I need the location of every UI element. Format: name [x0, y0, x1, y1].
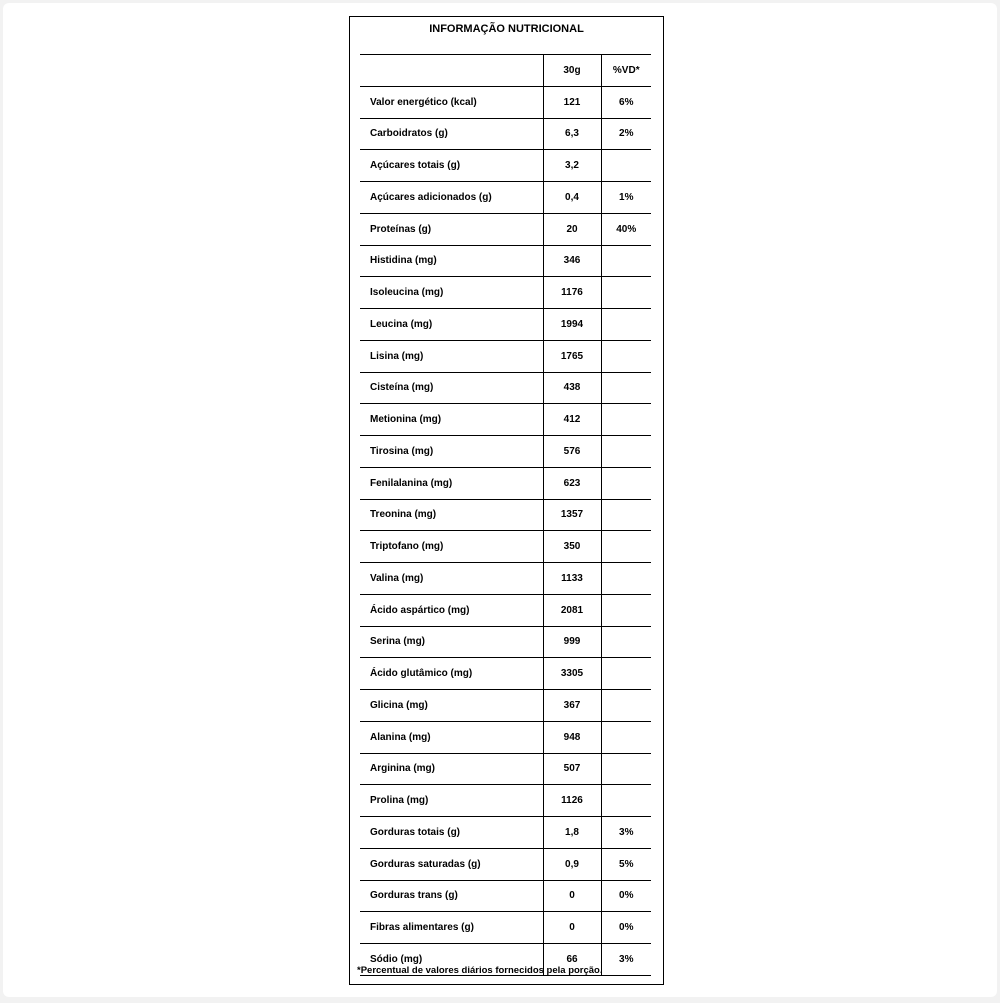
nutrient-name: Gorduras totais (g)	[360, 817, 543, 849]
nutrient-vd	[601, 690, 651, 722]
nutrient-name: Triptofano (mg)	[360, 531, 543, 563]
header-name	[360, 55, 543, 87]
table-row	[360, 372, 651, 404]
nutrient-vd: 6%	[601, 86, 651, 118]
nutrient-value: 66	[543, 944, 601, 976]
nutrient-vd	[601, 658, 651, 690]
table-row	[360, 690, 651, 722]
table-row	[360, 118, 651, 150]
header-vd: %VD*	[601, 55, 651, 87]
table-row	[360, 658, 651, 690]
nutrient-vd: 5%	[601, 848, 651, 880]
nutrient-value: 350	[543, 531, 601, 563]
nutrient-name: Fenilalanina (mg)	[360, 467, 543, 499]
nutrient-value: 0	[543, 880, 601, 912]
nutrient-vd	[601, 563, 651, 595]
nutrient-vd	[601, 436, 651, 468]
nutrient-name: Ácido glutâmico (mg)	[360, 658, 543, 690]
table-row	[360, 340, 651, 372]
nutrient-name: Leucina (mg)	[360, 309, 543, 341]
nutrient-vd	[601, 404, 651, 436]
nutrient-name: Valina (mg)	[360, 563, 543, 595]
table-row	[360, 213, 651, 245]
header-portion: 30g	[543, 55, 601, 87]
nutrient-value: 948	[543, 721, 601, 753]
nutrient-value: 1133	[543, 563, 601, 595]
nutrient-name: Sódio (mg)	[360, 944, 543, 976]
nutrient-vd	[601, 753, 651, 785]
nutrient-name: Isoleucina (mg)	[360, 277, 543, 309]
table-row	[360, 436, 651, 468]
nutrient-vd	[601, 372, 651, 404]
nutrient-value: 576	[543, 436, 601, 468]
table-row	[360, 785, 651, 817]
table-row	[360, 817, 651, 849]
nutrient-vd	[601, 531, 651, 563]
nutrient-vd: 1%	[601, 182, 651, 214]
nutrient-value: 412	[543, 404, 601, 436]
table-row	[360, 245, 651, 277]
nutrient-value: 346	[543, 245, 601, 277]
footnote: *Percentual de valores diários fornecidos pela porção.	[357, 965, 603, 976]
nutrient-vd: 0%	[601, 912, 651, 944]
table-row	[360, 594, 651, 626]
nutrient-value: 1994	[543, 309, 601, 341]
nutrition-rows	[360, 86, 651, 975]
table-row	[360, 499, 651, 531]
table-row	[360, 182, 651, 214]
nutrient-vd	[601, 626, 651, 658]
nutrient-vd: 3%	[601, 817, 651, 849]
table-header-row	[360, 55, 651, 87]
table-row	[360, 721, 651, 753]
nutrient-name: Proteínas (g)	[360, 213, 543, 245]
table-row	[360, 753, 651, 785]
nutrient-vd	[601, 467, 651, 499]
nutrient-name: Fibras alimentares (g)	[360, 912, 543, 944]
nutrition-table	[360, 54, 651, 976]
nutrient-name: Açúcares adicionados (g)	[360, 182, 543, 214]
nutrient-value: 6,3	[543, 118, 601, 150]
nutrient-name: Lisina (mg)	[360, 340, 543, 372]
nutrient-name: Serina (mg)	[360, 626, 543, 658]
nutrient-name: Glicina (mg)	[360, 690, 543, 722]
table-row	[360, 848, 651, 880]
nutrient-value: 20	[543, 213, 601, 245]
table-row	[360, 86, 651, 118]
nutrient-value: 3305	[543, 658, 601, 690]
nutrient-vd	[601, 340, 651, 372]
nutrient-value: 2081	[543, 594, 601, 626]
nutrient-vd: 40%	[601, 213, 651, 245]
nutrient-value: 0,4	[543, 182, 601, 214]
nutrient-vd	[601, 594, 651, 626]
table-row	[360, 912, 651, 944]
nutrient-vd	[601, 785, 651, 817]
nutrient-value: 507	[543, 753, 601, 785]
table-row	[360, 150, 651, 182]
nutrient-name: Ácido aspártico (mg)	[360, 594, 543, 626]
label-title: INFORMAÇÃO NUTRICIONAL	[429, 23, 584, 35]
nutrient-value: 623	[543, 467, 601, 499]
nutrient-value: 0,9	[543, 848, 601, 880]
nutrient-value: 1176	[543, 277, 601, 309]
table-row	[360, 531, 651, 563]
nutrient-vd	[601, 150, 651, 182]
nutrient-name: Gorduras trans (g)	[360, 880, 543, 912]
nutrient-value: 1,8	[543, 817, 601, 849]
nutrient-value: 3,2	[543, 150, 601, 182]
nutrient-value: 121	[543, 86, 601, 118]
nutrient-value: 1357	[543, 499, 601, 531]
nutrient-vd	[601, 245, 651, 277]
nutrient-vd	[601, 721, 651, 753]
nutrient-vd: 2%	[601, 118, 651, 150]
table-row	[360, 467, 651, 499]
nutrient-name: Histidina (mg)	[360, 245, 543, 277]
page	[3, 3, 997, 997]
nutrient-name: Treonina (mg)	[360, 499, 543, 531]
nutrient-name: Prolina (mg)	[360, 785, 543, 817]
nutrient-vd	[601, 499, 651, 531]
table-row	[360, 404, 651, 436]
nutrient-name: Alanina (mg)	[360, 721, 543, 753]
table-row	[360, 626, 651, 658]
nutrient-vd: 3%	[601, 944, 651, 976]
nutrition-facts-label	[349, 16, 664, 985]
nutrient-name: Tirosina (mg)	[360, 436, 543, 468]
nutrient-value: 999	[543, 626, 601, 658]
nutrient-name: Arginina (mg)	[360, 753, 543, 785]
nutrient-value: 367	[543, 690, 601, 722]
table-row	[360, 277, 651, 309]
table-row	[360, 880, 651, 912]
nutrient-vd: 0%	[601, 880, 651, 912]
nutrient-name: Cisteína (mg)	[360, 372, 543, 404]
nutrient-value: 0	[543, 912, 601, 944]
nutrient-vd	[601, 277, 651, 309]
nutrient-value: 1126	[543, 785, 601, 817]
nutrient-name: Carboidratos (g)	[360, 118, 543, 150]
nutrient-name: Gorduras saturadas (g)	[360, 848, 543, 880]
nutrient-name: Metionina (mg)	[360, 404, 543, 436]
nutrient-value: 1765	[543, 340, 601, 372]
nutrient-name: Valor energético (kcal)	[360, 86, 543, 118]
table-row	[360, 309, 651, 341]
table-row	[360, 563, 651, 595]
nutrient-value: 438	[543, 372, 601, 404]
nutrient-name: Açúcares totais (g)	[360, 150, 543, 182]
nutrient-vd	[601, 309, 651, 341]
